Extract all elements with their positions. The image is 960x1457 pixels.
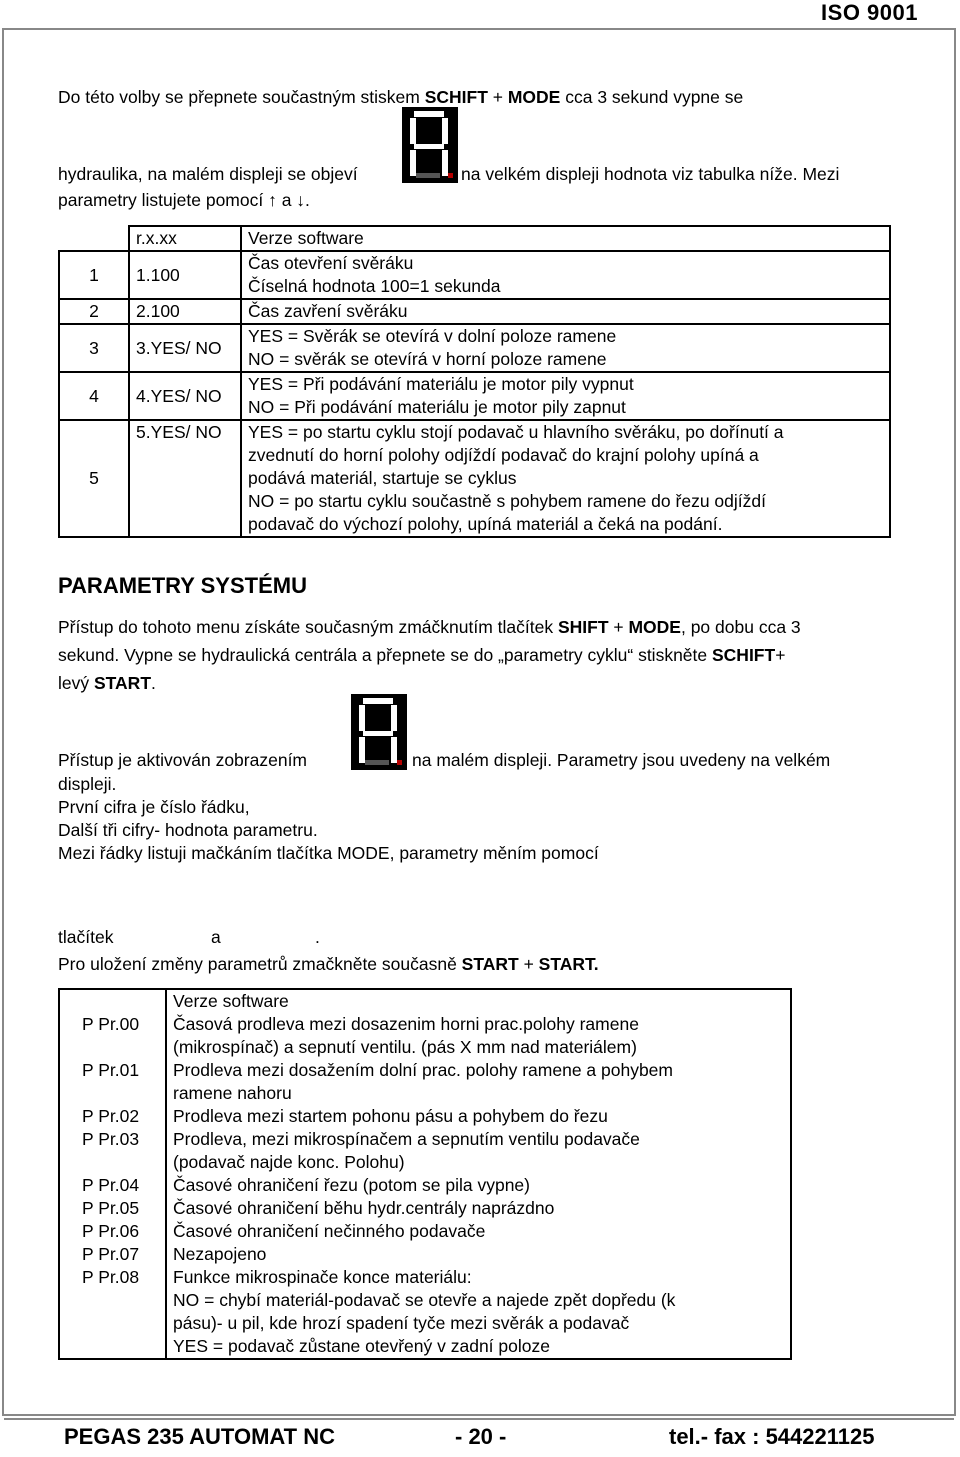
header-title: ISO 9001 bbox=[821, 0, 918, 25]
parameter-code: P Pr.00 bbox=[59, 1013, 166, 1059]
description-line: NO = chybí materiál-podavač se otevře a najede zpět dopředu (k bbox=[173, 1290, 676, 1310]
description-line: Časové ohraničení řezu (potom se pila vypne) bbox=[173, 1175, 530, 1195]
section-line-3 bbox=[58, 670, 156, 696]
row-description bbox=[241, 299, 890, 324]
row-code: r.x.xx bbox=[129, 226, 241, 251]
section-line-4b: na malém displeji. Parametry jsou uvedeny na velkém bbox=[412, 750, 831, 770]
section-line-2 bbox=[58, 642, 785, 668]
table-row bbox=[59, 1197, 791, 1220]
parameter-code: P Pr.07 bbox=[59, 1243, 166, 1266]
parameter-description bbox=[166, 1059, 791, 1105]
parameter-code: P Pr.02 bbox=[59, 1105, 166, 1128]
parameter-description bbox=[166, 1174, 791, 1197]
row-code: 3.YES/ NO bbox=[129, 324, 241, 372]
row-description bbox=[241, 251, 890, 299]
description-line: Verze software bbox=[173, 991, 289, 1011]
segment-display-a-icon bbox=[351, 694, 407, 770]
key-schift: SCHIFT bbox=[712, 645, 776, 665]
intro-line-2b: na velkém displeji hodnota viz tabulka níže. Mezi bbox=[461, 164, 840, 184]
table-row bbox=[59, 1059, 791, 1105]
description-line: Prodleva, mezi mikrospínačem a sepnutím ventilu podavače bbox=[173, 1129, 640, 1149]
section-line-9b: a bbox=[211, 927, 221, 947]
section-line-9c: . bbox=[315, 927, 320, 947]
section-line-10 bbox=[58, 951, 599, 977]
parameter-description bbox=[166, 1243, 791, 1266]
plus-sign: + bbox=[518, 954, 539, 974]
plus-sign: + bbox=[608, 617, 629, 637]
table-row bbox=[59, 1013, 791, 1059]
description-line: Verze software bbox=[248, 228, 364, 248]
footer-model: PEGAS 235 AUTOMAT NC bbox=[64, 1424, 335, 1449]
footer-divider bbox=[4, 1418, 954, 1420]
description-line: NO = po startu cyklu součastně s pohybem ramene do řezu odjíždí bbox=[248, 491, 766, 511]
key-mode: MODE bbox=[628, 617, 681, 637]
description-line: podavač do výchozí polohy, upíná materiál a čeká na podání. bbox=[248, 514, 723, 534]
parameter-code: P Pr.06 bbox=[59, 1220, 166, 1243]
description-line: Prodleva mezi dosažením dolní prac. polohy ramene a pohybem bbox=[173, 1060, 673, 1080]
row-description bbox=[241, 420, 890, 537]
table-row bbox=[59, 1243, 791, 1266]
description-line: (mikrospínač) a sepnutí ventilu. (pás X mm nad materiálem) bbox=[173, 1037, 637, 1057]
parameter-code: P Pr.03 bbox=[59, 1128, 166, 1174]
intro-line-3: parametry listujete pomocí ↑ a ↓. bbox=[58, 190, 310, 210]
table-row bbox=[59, 1266, 791, 1359]
parameter-code: P Pr.05 bbox=[59, 1197, 166, 1220]
row-number: 1 bbox=[59, 251, 129, 299]
row-number: 4 bbox=[59, 372, 129, 420]
description-line: Časová prodleva mezi dosazenim horni prac.polohy ramene bbox=[173, 1014, 639, 1034]
section-text: Přístup do tohoto menu získáte současným zmáčknutím tlačítek bbox=[58, 617, 558, 637]
section-line-7: Další tři cifry- hodnota parametru. bbox=[58, 820, 318, 840]
plus-sign: + bbox=[487, 87, 508, 107]
row-number: 2 bbox=[59, 299, 129, 324]
description-line: Čas otevření svěráku bbox=[248, 253, 414, 273]
parameter-code: P Pr.08 bbox=[59, 1266, 166, 1359]
table-row bbox=[59, 299, 890, 324]
section-line-4a: Přístup je aktivován zobrazením bbox=[58, 750, 308, 770]
parameter-description bbox=[166, 1266, 791, 1359]
key-schift: SCHIFT bbox=[424, 87, 488, 107]
description-line: NO = svěrák se otevírá v horní poloze ramene bbox=[248, 349, 607, 369]
description-line: Nezapojeno bbox=[173, 1244, 267, 1264]
section-text: sekund. Vypne se hydraulická centrála a přepnete se do „parametry cyklu“ stiskněte bbox=[58, 645, 712, 665]
key-start: START. bbox=[538, 954, 599, 974]
footer-page-number: - 20 - bbox=[455, 1424, 507, 1449]
description-line: YES = po startu cyklu stojí podavač u hlavního svěráku, po dořínutí a bbox=[248, 422, 784, 442]
footer-phone: tel.- fax : 544221125 bbox=[669, 1424, 875, 1449]
section-heading: PARAMETRY SYSTÉMU bbox=[58, 573, 307, 598]
row-code: 4.YES/ NO bbox=[129, 372, 241, 420]
parameter-code: P Pr.01 bbox=[59, 1059, 166, 1105]
parameter-description bbox=[166, 1105, 791, 1128]
section-line-9a: tlačítek bbox=[58, 927, 114, 947]
section-text: levý bbox=[58, 673, 94, 693]
table-row bbox=[59, 372, 890, 420]
description-line: Čas zavření svěráku bbox=[248, 301, 408, 321]
description-line: YES = Při podávání materiálu je motor pily vypnut bbox=[248, 374, 634, 394]
segment-display-a-icon bbox=[402, 107, 458, 183]
parameter-description bbox=[166, 989, 791, 1013]
description-line: podává materiál, startuje se cyklus bbox=[248, 468, 517, 488]
table-row bbox=[59, 1174, 791, 1197]
intro-text: Do této volby se přepnete součastným stiskem bbox=[58, 87, 425, 107]
row-number: 3 bbox=[59, 324, 129, 372]
parametry-table bbox=[58, 988, 792, 1360]
row-description bbox=[241, 372, 890, 420]
row-number bbox=[59, 226, 129, 251]
intro-text: cca 3 sekund vypne se bbox=[560, 87, 744, 107]
description-line: ramene nahoru bbox=[173, 1083, 292, 1103]
row-description bbox=[241, 226, 890, 251]
key-mode: MODE bbox=[507, 87, 561, 107]
key-shift: SHIFT bbox=[557, 617, 609, 637]
section-line-8: Mezi řádky listuji mačkáním tlačítka MODE, parametry měním pomocí bbox=[58, 843, 599, 863]
description-line: Časové ohraničení běhu hydr.centrály naprázdno bbox=[173, 1198, 555, 1218]
key-start: START bbox=[461, 954, 519, 974]
section-line-6: První cifra je číslo řádku, bbox=[58, 797, 250, 817]
row-code: 1.100 bbox=[129, 251, 241, 299]
description-line: YES = podavač zůstane otevřený v zadní poloze bbox=[173, 1336, 550, 1356]
table-row bbox=[59, 1105, 791, 1128]
parameter-description bbox=[166, 1197, 791, 1220]
plus-sign: + bbox=[775, 645, 786, 665]
description-line: Číselná hodnota 100=1 sekunda bbox=[248, 276, 501, 296]
section-line-1 bbox=[58, 614, 801, 640]
description-line: Prodleva mezi startem pohonu pásu a pohybem do řezu bbox=[173, 1106, 608, 1126]
intro-line-2a: hydraulika, na malém displeji se objeví bbox=[58, 164, 358, 184]
section-line-5: displeji. bbox=[58, 774, 117, 794]
parameter-code bbox=[59, 989, 166, 1013]
table-row bbox=[59, 251, 890, 299]
section-text: , po dobu cca 3 bbox=[680, 617, 801, 637]
description-line: pásu)- u pil, kde hrozí spadení tyče mezi svěrák a podavač bbox=[173, 1313, 630, 1333]
intro-line-1 bbox=[58, 84, 743, 110]
description-line: Časové ohraničení nečinného podavače bbox=[173, 1221, 486, 1241]
description-line: NO = Při podávání materiálu je motor pily zapnut bbox=[248, 397, 626, 417]
row-description bbox=[241, 324, 890, 372]
table-row bbox=[59, 226, 890, 251]
description-line: (podavač najde konc. Polohu) bbox=[173, 1152, 405, 1172]
description-line: Funkce mikrospinače konce materiálu: bbox=[173, 1267, 472, 1287]
table-row bbox=[59, 1128, 791, 1174]
parameter-description bbox=[166, 1128, 791, 1174]
parameter-code: P Pr.04 bbox=[59, 1174, 166, 1197]
description-line: zvednutí do horní polohy odjíždí podavač do krajní polohy upíná a bbox=[248, 445, 759, 465]
parameter-description bbox=[166, 1220, 791, 1243]
section-text: . bbox=[151, 673, 156, 693]
row-code: 2.100 bbox=[129, 299, 241, 324]
volby-table bbox=[58, 225, 891, 538]
key-start: START bbox=[93, 673, 152, 693]
table-row bbox=[59, 420, 890, 537]
parameter-description bbox=[166, 1013, 791, 1059]
row-number: 5 bbox=[59, 420, 129, 537]
table-row bbox=[59, 324, 890, 372]
section-text: Pro uložení změny parametrů zmačkněte současně bbox=[58, 954, 462, 974]
row-code: 5.YES/ NO bbox=[129, 420, 241, 537]
description-line: YES = Svěrák se otevírá v dolní poloze ramene bbox=[248, 326, 617, 346]
table-row bbox=[59, 1220, 791, 1243]
table-row bbox=[59, 989, 791, 1013]
